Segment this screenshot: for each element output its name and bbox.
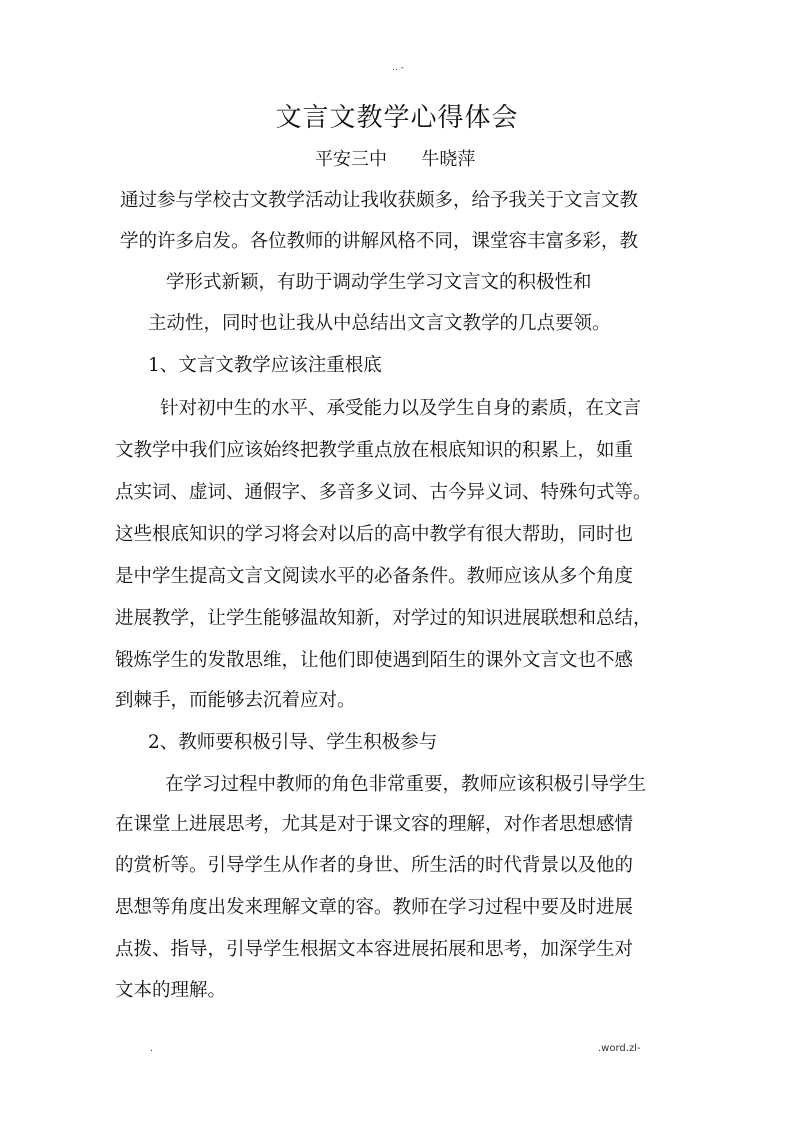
section1-line: 是中学生提高文言文阅读水平的必备条件。教师应该从多个角度	[115, 566, 634, 587]
section-heading-1: 1、文言文教学应该注重根底	[148, 355, 382, 376]
intro-line: 主动性，同时也让我从中总结出文言文教学的几点要领。	[148, 313, 611, 334]
section1-line: 文教学中我们应该始终把教学重点放在根底知识的积累上，如重	[115, 440, 634, 461]
section1-line: 这些根底知识的学习将会对以后的高中教学有很大帮助，同时也	[115, 524, 634, 545]
footer-right-mark: .word.zl-	[598, 1043, 641, 1054]
author-byline: 平安三中 牛晓萍	[315, 149, 476, 170]
section2-line: 思想等角度出发来理解文章的容。教师在学习过程中要及时进展	[115, 897, 634, 918]
intro-line: 通过参与学校古文教学活动让我收获颇多，给予我关于文言文教	[120, 190, 639, 211]
document-title: 文言文教学心得体会	[275, 103, 519, 133]
section2-line: 在学习过程中教师的角色非常重要，教师应该积极引导学生	[165, 774, 647, 795]
intro-line: 学的许多启发。各位教师的讲解风格不同，课堂容丰富多彩，教	[120, 231, 639, 252]
section1-line: 锻炼学生的发散思维，让他们即使遇到陌生的课外文言文也不感	[115, 650, 634, 671]
section-heading-2: 2、教师要积极引导、学生积极参与	[148, 732, 438, 753]
section1-line: 针对初中生的水平、承受能力以及学生自身的素质，在文言	[160, 398, 642, 419]
footer-left-mark: .	[150, 1043, 154, 1054]
section2-line: 文本的理解。	[115, 980, 227, 1001]
section1-line: 到棘手，而能够去沉着应对。	[115, 690, 356, 711]
intro-line: 学形式新颖，有助于调动学生学习文言文的积极性和	[166, 272, 592, 293]
section1-line: 进展教学，让学生能够温故知新，对学过的知识进展联想和总结，	[115, 608, 652, 629]
section2-line: 在课堂上进展思考，尤其是对于课文容的理解，对作者思想感情	[115, 814, 634, 835]
section2-line: 的赏析等。引导学生从作者的身世、所生活的时代背景以及他的	[115, 855, 634, 876]
header-mark: .. -	[392, 63, 404, 73]
section1-line: 点实词、虚词、通假字、多音多义词、古今异义词、特殊句式等。	[115, 482, 652, 503]
section2-line: 点拨、指导，引导学生根据文本容进展拓展和思考，加深学生对	[115, 939, 634, 960]
